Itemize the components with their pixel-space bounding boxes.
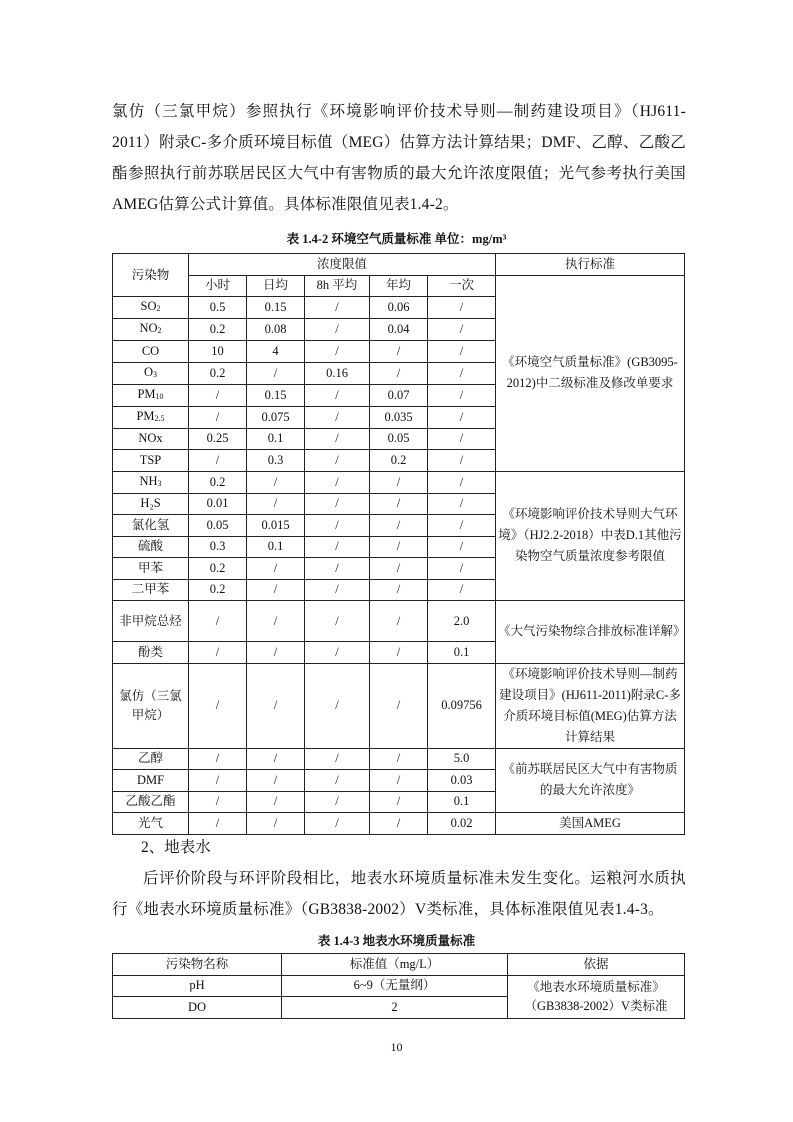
value-cell: / bbox=[305, 493, 370, 515]
value-cell: / bbox=[247, 791, 305, 813]
section-paragraph: 后评价阶段与环评阶段相比，地表水环境质量标准未发生变化。运粮河水质执行《地表水环境质量标准》（GB3838-2002）V类标准，具体标准限值见表1.4-3。 bbox=[112, 870, 686, 918]
value-cell: / bbox=[247, 601, 305, 642]
value-cell: / bbox=[370, 663, 428, 748]
value-cell: / bbox=[305, 663, 370, 748]
value-cell: 0.05 bbox=[370, 428, 428, 450]
value-cell: / bbox=[370, 341, 428, 363]
value-cell: 0.03 bbox=[428, 770, 496, 792]
value-cell: / bbox=[370, 471, 428, 493]
value-cell: / bbox=[428, 406, 496, 428]
value-cell: / bbox=[305, 813, 370, 835]
pollutant-name: DO bbox=[113, 997, 282, 1019]
pollutant-name: 甲苯 bbox=[113, 558, 189, 580]
value-cell: 0.15 bbox=[247, 384, 305, 406]
value-cell: / bbox=[370, 791, 428, 813]
value-cell: / bbox=[247, 471, 305, 493]
value-cell: / bbox=[305, 471, 370, 493]
section-heading: 2、地表水 bbox=[141, 839, 211, 856]
value-cell: 0.06 bbox=[370, 297, 428, 319]
value-cell: / bbox=[428, 579, 496, 601]
value-cell: / bbox=[305, 579, 370, 601]
table-row bbox=[113, 748, 685, 770]
value-cell: 0.08 bbox=[247, 319, 305, 341]
value-cell: 5.0 bbox=[428, 748, 496, 770]
value-cell: 0.075 bbox=[247, 406, 305, 428]
value-cell: / bbox=[305, 515, 370, 537]
value-cell: 0.015 bbox=[247, 515, 305, 537]
pollutant-name: H₂S bbox=[113, 493, 189, 515]
value-cell: / bbox=[370, 748, 428, 770]
value-cell: 0.2 bbox=[189, 362, 247, 384]
pollutant-name: 乙酸乙酯 bbox=[113, 791, 189, 813]
value-cell: 0.5 bbox=[189, 297, 247, 319]
value-cell: / bbox=[189, 663, 247, 748]
surface-water-table bbox=[112, 953, 685, 1019]
standard-value: 6~9（无量纲） bbox=[282, 975, 508, 997]
value-cell: / bbox=[428, 558, 496, 580]
value-cell: / bbox=[189, 642, 247, 664]
value-cell: / bbox=[370, 770, 428, 792]
value-cell: 0.3 bbox=[189, 536, 247, 558]
value-cell: / bbox=[370, 493, 428, 515]
standard-cell: 《环境影响评价技术导则—制药建设项目》(HJ611-2011)附录C-多介质环境目标值(MEG)估算方法计算结果 bbox=[496, 663, 685, 748]
basis-cell: 《地表水环境质量标准》（GB3838-2002）V类标准 bbox=[508, 975, 685, 1018]
value-cell: / bbox=[305, 297, 370, 319]
value-cell: 4 bbox=[247, 341, 305, 363]
header-basis: 依据 bbox=[508, 954, 685, 976]
value-cell: 0.15 bbox=[247, 297, 305, 319]
value-cell: / bbox=[305, 748, 370, 770]
value-cell: / bbox=[189, 813, 247, 835]
table1-caption: 表 1.4-2 环境空气质量标准 单位：mg/m³ bbox=[286, 232, 507, 246]
standard-cell: 美国AMEG bbox=[496, 813, 685, 835]
value-cell: / bbox=[428, 515, 496, 537]
value-cell: / bbox=[305, 450, 370, 472]
table2-caption: 表 1.4-3 地表水环境质量标准 bbox=[317, 934, 476, 948]
value-cell: / bbox=[247, 642, 305, 664]
header-annual: 年均 bbox=[370, 275, 428, 297]
value-cell: / bbox=[189, 791, 247, 813]
value-cell: / bbox=[370, 515, 428, 537]
header-hourly: 小时 bbox=[189, 275, 247, 297]
pollutant-name: $NO_2$ bbox=[113, 319, 189, 341]
value-cell: / bbox=[305, 384, 370, 406]
standard-cell: 《前苏联居民区大气中有害物质的最大允许浓度》 bbox=[496, 748, 685, 813]
value-cell: / bbox=[370, 362, 428, 384]
pollutant-name: $O_3$ bbox=[113, 362, 189, 384]
value-cell: 0.1 bbox=[428, 791, 496, 813]
air-quality-table bbox=[112, 253, 685, 835]
header-once: 一次 bbox=[428, 275, 496, 297]
value-cell: 0.3 bbox=[247, 450, 305, 472]
value-cell: / bbox=[428, 471, 496, 493]
value-cell: / bbox=[370, 579, 428, 601]
value-cell: / bbox=[247, 813, 305, 835]
value-cell: / bbox=[428, 341, 496, 363]
value-cell: / bbox=[305, 428, 370, 450]
value-cell: 10 bbox=[189, 341, 247, 363]
table-row bbox=[113, 663, 685, 748]
value-cell: 0.2 bbox=[189, 471, 247, 493]
value-cell: / bbox=[428, 362, 496, 384]
value-cell: 0.16 bbox=[305, 362, 370, 384]
value-cell: / bbox=[247, 493, 305, 515]
page-number: 10 bbox=[390, 1040, 403, 1054]
pollutant-name: TSP bbox=[113, 450, 189, 472]
header-standard: 执行标准 bbox=[496, 254, 685, 276]
value-cell: 0.1 bbox=[247, 428, 305, 450]
pollutant-name: 二甲苯 bbox=[113, 579, 189, 601]
pollutant-name: 乙醇 bbox=[113, 748, 189, 770]
value-cell: / bbox=[189, 601, 247, 642]
value-cell: / bbox=[305, 341, 370, 363]
value-cell: / bbox=[247, 748, 305, 770]
value-cell: / bbox=[247, 770, 305, 792]
value-cell: / bbox=[428, 319, 496, 341]
standard-cell: 《环境影响评价技术导则大气环境》（HJ2.2-2018）中表D.1其他污染物空气质量浓度参考限值 bbox=[496, 471, 685, 601]
value-cell: / bbox=[247, 663, 305, 748]
value-cell: / bbox=[305, 601, 370, 642]
pollutant-name: $PM_{10}$ bbox=[113, 384, 189, 406]
value-cell: / bbox=[305, 319, 370, 341]
pollutant-name: pH bbox=[113, 975, 282, 997]
value-cell: 0.07 bbox=[370, 384, 428, 406]
value-cell: / bbox=[428, 450, 496, 472]
header-daily: 日均 bbox=[247, 275, 305, 297]
value-cell: 0.01 bbox=[189, 493, 247, 515]
table-row bbox=[113, 471, 685, 493]
value-cell: 0.02 bbox=[428, 813, 496, 835]
value-cell: / bbox=[305, 770, 370, 792]
value-cell: / bbox=[247, 558, 305, 580]
pollutant-name: 氯化氢 bbox=[113, 515, 189, 537]
value-cell: / bbox=[428, 428, 496, 450]
pollutant-name: CO bbox=[113, 341, 189, 363]
value-cell: / bbox=[428, 536, 496, 558]
intro-paragraph: 氯仿（三氯甲烷）参照执行《环境影响评价技术导则—制药建设项目》（HJ611-2011）附录C-多介质环境目标值（MEG）估算方法计算结果；DMF、乙醇、乙酸乙酯参照执行前苏联居民区大气中有害物质的最大允许浓度限值；光气参考执行美国AMEG估算公式计算值。具体标准限值见表1.4-2。 bbox=[112, 103, 686, 213]
value-cell: 0.25 bbox=[189, 428, 247, 450]
header-pollutant: 污染物 bbox=[113, 254, 189, 297]
value-cell: / bbox=[305, 406, 370, 428]
pollutant-name: 硫酸 bbox=[113, 536, 189, 558]
header-8h: 8h 平均 bbox=[305, 275, 370, 297]
value-cell: / bbox=[247, 579, 305, 601]
standard-cell: 《大气污染物综合排放标准详解》 bbox=[496, 601, 685, 664]
pollutant-name: 酚类 bbox=[113, 642, 189, 664]
pollutant-name: $NH_3$ bbox=[113, 471, 189, 493]
value-cell: / bbox=[305, 558, 370, 580]
value-cell: / bbox=[189, 406, 247, 428]
value-cell: 0.2 bbox=[189, 558, 247, 580]
pollutant-name: $SO_2$ bbox=[113, 297, 189, 319]
header-concentration: 浓度限值 bbox=[189, 254, 496, 276]
value-cell: 0.2 bbox=[370, 450, 428, 472]
value-cell: / bbox=[305, 536, 370, 558]
value-cell: / bbox=[428, 297, 496, 319]
value-cell: 0.2 bbox=[189, 319, 247, 341]
value-cell: / bbox=[305, 642, 370, 664]
table-row bbox=[113, 601, 685, 642]
header-standard-value: 标准值（mg/L） bbox=[282, 954, 508, 976]
value-cell: / bbox=[370, 642, 428, 664]
value-cell: / bbox=[189, 770, 247, 792]
value-cell: 0.09756 bbox=[428, 663, 496, 748]
value-cell: 0.2 bbox=[189, 579, 247, 601]
value-cell: / bbox=[370, 558, 428, 580]
pollutant-name: $PM_{2.5}$ bbox=[113, 406, 189, 428]
value-cell: / bbox=[189, 384, 247, 406]
value-cell: 2.0 bbox=[428, 601, 496, 642]
value-cell: 0.035 bbox=[370, 406, 428, 428]
pollutant-name: 光气 bbox=[113, 813, 189, 835]
header-pollutant-name: 污染物名称 bbox=[113, 954, 282, 976]
value-cell: / bbox=[189, 748, 247, 770]
value-cell: / bbox=[370, 813, 428, 835]
value-cell: 0.05 bbox=[189, 515, 247, 537]
value-cell: / bbox=[428, 384, 496, 406]
pollutant-name: NOx bbox=[113, 428, 189, 450]
value-cell: / bbox=[247, 362, 305, 384]
standard-value: 2 bbox=[282, 997, 508, 1019]
value-cell: 0.04 bbox=[370, 319, 428, 341]
value-cell: / bbox=[305, 791, 370, 813]
pollutant-name: DMF bbox=[113, 770, 189, 792]
value-cell: / bbox=[370, 601, 428, 642]
value-cell: 0.1 bbox=[428, 642, 496, 664]
pollutant-name: 氯仿（三氯甲烷） bbox=[113, 663, 189, 748]
standard-cell: 《环境空气质量标准》(GB3095-2012)中二级标准及修改单要求 bbox=[496, 275, 685, 471]
value-cell: / bbox=[428, 493, 496, 515]
value-cell: 0.1 bbox=[247, 536, 305, 558]
value-cell: / bbox=[370, 536, 428, 558]
value-cell: / bbox=[189, 450, 247, 472]
pollutant-name: 非甲烷总烃 bbox=[113, 601, 189, 642]
